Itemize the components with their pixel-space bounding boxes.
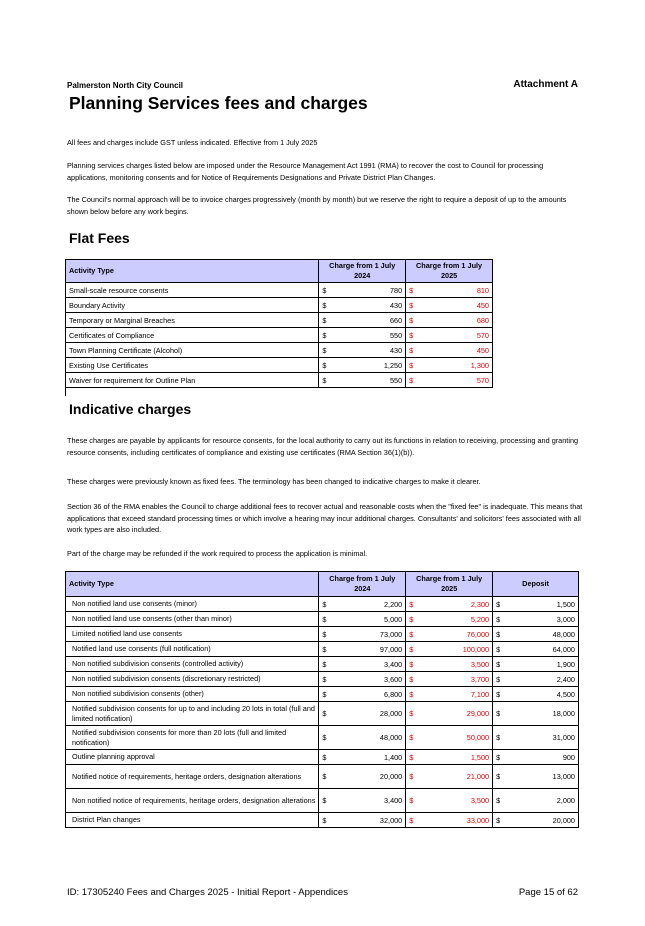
currency-symbol: $ xyxy=(406,813,418,828)
column-header-2024: Charge from 1 July 2024 xyxy=(319,260,406,283)
currency-symbol: $ xyxy=(319,597,331,612)
charge-2024-cell: 3,600 xyxy=(331,672,406,687)
currency-symbol: $ xyxy=(406,343,418,358)
deposit-cell: 2,400 xyxy=(505,672,579,687)
table-row xyxy=(66,657,579,672)
deposit-cell: 20,000 xyxy=(505,813,579,828)
activity-cell: Small-scale resource consents xyxy=(66,283,319,298)
deposit-cell: 48,000 xyxy=(505,627,579,642)
column-header-2024: Charge from 1 July 2024 xyxy=(319,572,406,597)
deposit-cell: 1,900 xyxy=(505,657,579,672)
currency-symbol: $ xyxy=(493,597,505,612)
currency-symbol: $ xyxy=(319,358,331,373)
currency-symbol: $ xyxy=(319,726,331,750)
activity-cell: Waiver for requirement for Outline Plan xyxy=(66,373,319,388)
currency-symbol: $ xyxy=(493,612,505,627)
activity-cell: Boundary Activity xyxy=(66,298,319,313)
currency-symbol: $ xyxy=(319,672,331,687)
charge-2025-cell: 33,000 xyxy=(418,813,493,828)
currency-symbol: $ xyxy=(406,750,418,765)
table-row xyxy=(66,789,579,813)
currency-symbol: $ xyxy=(493,789,505,813)
charge-2024-cell: 6,800 xyxy=(331,687,406,702)
currency-symbol: $ xyxy=(319,813,331,828)
charge-2024-cell: 660 xyxy=(331,313,406,328)
activity-cell: Limited notified land use consents xyxy=(66,627,319,642)
deposit-cell: 3,000 xyxy=(505,612,579,627)
charge-2024-cell: 32,000 xyxy=(331,813,406,828)
activity-cell: Notified notice of requirements, heritage orders, designation alterations xyxy=(66,765,319,789)
charge-2024-cell: 550 xyxy=(331,373,406,388)
column-header-2025: Charge from 1 July 2025 xyxy=(406,260,493,283)
currency-symbol: $ xyxy=(493,687,505,702)
deposit-cell: 2,000 xyxy=(505,789,579,813)
table-row xyxy=(66,672,579,687)
charge-2025-cell: 1,500 xyxy=(418,750,493,765)
charge-2025-cell: 3,500 xyxy=(418,789,493,813)
currency-symbol: $ xyxy=(319,373,331,388)
currency-symbol: $ xyxy=(406,642,418,657)
activity-cell: Notified subdivision consents for up to and including 20 lots in total (full and limited notification) xyxy=(66,702,319,726)
charge-2024-cell: 3,400 xyxy=(331,657,406,672)
deposit-cell: 1,500 xyxy=(505,597,579,612)
charge-2025-cell: 50,000 xyxy=(418,726,493,750)
activity-cell: Notified land use consents (full notification) xyxy=(66,642,319,657)
currency-symbol: $ xyxy=(406,627,418,642)
table-row xyxy=(66,750,579,765)
charge-2024-cell: 97,000 xyxy=(331,642,406,657)
charge-2024-cell: 73,000 xyxy=(331,627,406,642)
charge-2024-cell: 430 xyxy=(331,343,406,358)
currency-symbol: $ xyxy=(493,642,505,657)
currency-symbol: $ xyxy=(319,298,331,313)
charge-2025-cell: 570 xyxy=(418,328,493,343)
footer-page-number: Page 15 of 62 xyxy=(518,887,578,898)
indicative-paragraph-1: These charges are payable by applicants for resource consents, for the local authority to carry out its functions in relation to receiving, processing and granting resource consents, including certificates of compliance and existing use certificates (RMA Section 36(1)(b)). xyxy=(67,436,579,457)
charge-2025-cell: 450 xyxy=(418,343,493,358)
activity-cell: Non notified subdivision consents (other) xyxy=(66,687,319,702)
page-title: Planning Services fees and charges xyxy=(69,93,368,113)
currency-symbol: $ xyxy=(319,789,331,813)
currency-symbol: $ xyxy=(406,328,418,343)
indicative-charges-table xyxy=(65,571,579,828)
currency-symbol: $ xyxy=(493,750,505,765)
table-row xyxy=(66,313,493,328)
charge-2025-cell: 3,500 xyxy=(418,657,493,672)
flat-fees-heading: Flat Fees xyxy=(69,230,130,246)
table-edge-marker xyxy=(65,387,66,396)
table-row xyxy=(66,612,579,627)
deposit-cell: 31,000 xyxy=(505,726,579,750)
currency-symbol: $ xyxy=(493,627,505,642)
table-row xyxy=(66,687,579,702)
activity-cell: Non notified subdivision consents (discretionary restricted) xyxy=(66,672,319,687)
charge-2025-cell: 450 xyxy=(418,298,493,313)
charge-2024-cell: 1,400 xyxy=(331,750,406,765)
deposit-cell: 18,000 xyxy=(505,702,579,726)
deposit-cell: 13,000 xyxy=(505,765,579,789)
charge-2025-cell: 570 xyxy=(418,373,493,388)
currency-symbol: $ xyxy=(406,358,418,373)
charge-2025-cell: 2,300 xyxy=(418,597,493,612)
activity-cell: Non notified notice of requirements, heritage orders, designation alterations xyxy=(66,789,319,813)
table-row xyxy=(66,343,493,358)
charge-2025-cell: 5,200 xyxy=(418,612,493,627)
charge-2024-cell: 48,000 xyxy=(331,726,406,750)
attachment-label: Attachment A xyxy=(513,79,578,90)
table-row xyxy=(66,642,579,657)
column-header-deposit: Deposit xyxy=(493,572,579,597)
currency-symbol: $ xyxy=(319,687,331,702)
indicative-paragraph-2: These charges were previously known as fixed fees. The terminology has been changed to indicative charges to make it clearer. xyxy=(67,477,481,486)
currency-symbol: $ xyxy=(319,657,331,672)
charge-2025-cell: 29,000 xyxy=(418,702,493,726)
table-row xyxy=(66,813,579,828)
currency-symbol: $ xyxy=(406,612,418,627)
currency-symbol: $ xyxy=(406,597,418,612)
charge-2024-cell: 5,000 xyxy=(331,612,406,627)
table-row xyxy=(66,283,493,298)
table-row xyxy=(66,702,579,726)
intro-paragraph-3: The Council's normal approach will be to invoice charges progressively (month by month) but we reserve the right to require a deposit of up to the amounts shown below before any work begins. xyxy=(67,195,567,216)
charge-2024-cell: 550 xyxy=(331,328,406,343)
currency-symbol: $ xyxy=(319,642,331,657)
column-header-2025: Charge from 1 July 2025 xyxy=(406,572,493,597)
charge-2024-cell: 2,200 xyxy=(331,597,406,612)
activity-cell: Town Planning Certificate (Alcohol) xyxy=(66,343,319,358)
charge-2025-cell: 810 xyxy=(418,283,493,298)
intro-paragraph-2: Planning services charges listed below are imposed under the Resource Management Act 1991 (RMA) to recover the cost to Council for processing applications, monitoring consents and for Notice of Requirements Designations and Private District Plan Changes. xyxy=(67,161,544,182)
currency-symbol: $ xyxy=(319,702,331,726)
currency-symbol: $ xyxy=(319,283,331,298)
charge-2025-cell: 3,700 xyxy=(418,672,493,687)
charge-2025-cell: 7,100 xyxy=(418,687,493,702)
table-row xyxy=(66,373,493,388)
column-header-activity: Activity Type xyxy=(66,260,319,283)
indicative-heading: Indicative charges xyxy=(69,401,192,417)
currency-symbol: $ xyxy=(406,283,418,298)
organisation-name: Palmerston North City Council xyxy=(67,81,184,90)
table-row xyxy=(66,597,579,612)
currency-symbol: $ xyxy=(493,657,505,672)
currency-symbol: $ xyxy=(319,612,331,627)
charge-2024-cell: 430 xyxy=(331,298,406,313)
indicative-paragraph-3: Section 36 of the RMA enables the Council to charge additional fees to recover actual and reasonable costs when the "fixed fee" is inadequate. This means that applications that exceed standard processing times or which involve a hearing may incur additional charges. Consultants' and solicitors' fees associated with all work types are also included. xyxy=(67,502,583,534)
currency-symbol: $ xyxy=(319,343,331,358)
currency-symbol: $ xyxy=(406,687,418,702)
currency-symbol: $ xyxy=(406,298,418,313)
currency-symbol: $ xyxy=(406,373,418,388)
charge-2025-cell: 680 xyxy=(418,313,493,328)
currency-symbol: $ xyxy=(406,765,418,789)
currency-symbol: $ xyxy=(493,672,505,687)
currency-symbol: $ xyxy=(319,765,331,789)
charge-2025-cell: 21,000 xyxy=(418,765,493,789)
activity-cell: Notified subdivision consents for more than 20 lots (full and limited notification) xyxy=(66,726,319,750)
currency-symbol: $ xyxy=(493,726,505,750)
activity-cell: Non notified land use consents (minor) xyxy=(66,597,319,612)
charge-2025-cell: 76,000 xyxy=(418,627,493,642)
deposit-cell: 900 xyxy=(505,750,579,765)
footer-document-id: ID: 17305240 Fees and Charges 2025 - Initial Report - Appendices xyxy=(67,887,348,898)
table-row xyxy=(66,627,579,642)
charge-2025-cell: 100,000 xyxy=(418,642,493,657)
indicative-paragraph-4: Part of the charge may be refunded if the work required to process the application is minimal. xyxy=(67,549,368,558)
column-header-activity: Activity Type xyxy=(66,572,319,597)
charge-2025-cell: 1,300 xyxy=(418,358,493,373)
currency-symbol: $ xyxy=(493,765,505,789)
deposit-cell: 4,500 xyxy=(505,687,579,702)
currency-symbol: $ xyxy=(493,813,505,828)
charge-2024-cell: 1,250 xyxy=(331,358,406,373)
table-row xyxy=(66,298,493,313)
currency-symbol: $ xyxy=(406,789,418,813)
activity-cell: Outline planning approval xyxy=(66,750,319,765)
charge-2024-cell: 28,000 xyxy=(331,702,406,726)
currency-symbol: $ xyxy=(319,627,331,642)
currency-symbol: $ xyxy=(406,672,418,687)
table-row xyxy=(66,328,493,343)
currency-symbol: $ xyxy=(319,328,331,343)
table-row xyxy=(66,358,493,373)
currency-symbol: $ xyxy=(319,313,331,328)
currency-symbol: $ xyxy=(406,313,418,328)
currency-symbol: $ xyxy=(406,702,418,726)
activity-cell: Non notified land use consents (other than minor) xyxy=(66,612,319,627)
flat-fees-body xyxy=(66,283,493,388)
currency-symbol: $ xyxy=(406,657,418,672)
activity-cell: Existing Use Certificates xyxy=(66,358,319,373)
activity-cell: Certificates of Compliance xyxy=(66,328,319,343)
activity-cell: District Plan changes xyxy=(66,813,319,828)
indicative-charges-body xyxy=(66,597,579,828)
deposit-cell: 64,000 xyxy=(505,642,579,657)
table-row xyxy=(66,726,579,750)
charge-2024-cell: 20,000 xyxy=(331,765,406,789)
intro-paragraph-1: All fees and charges include GST unless indicated. Effective from 1 July 2025 xyxy=(67,138,318,147)
currency-symbol: $ xyxy=(406,726,418,750)
flat-fees-table xyxy=(65,259,493,388)
table-row xyxy=(66,765,579,789)
activity-cell: Non notified subdivision consents (controlled activity) xyxy=(66,657,319,672)
currency-symbol: $ xyxy=(319,750,331,765)
currency-symbol: $ xyxy=(493,702,505,726)
charge-2024-cell: 3,400 xyxy=(331,789,406,813)
charge-2024-cell: 780 xyxy=(331,283,406,298)
activity-cell: Temporary or Marginal Breaches xyxy=(66,313,319,328)
